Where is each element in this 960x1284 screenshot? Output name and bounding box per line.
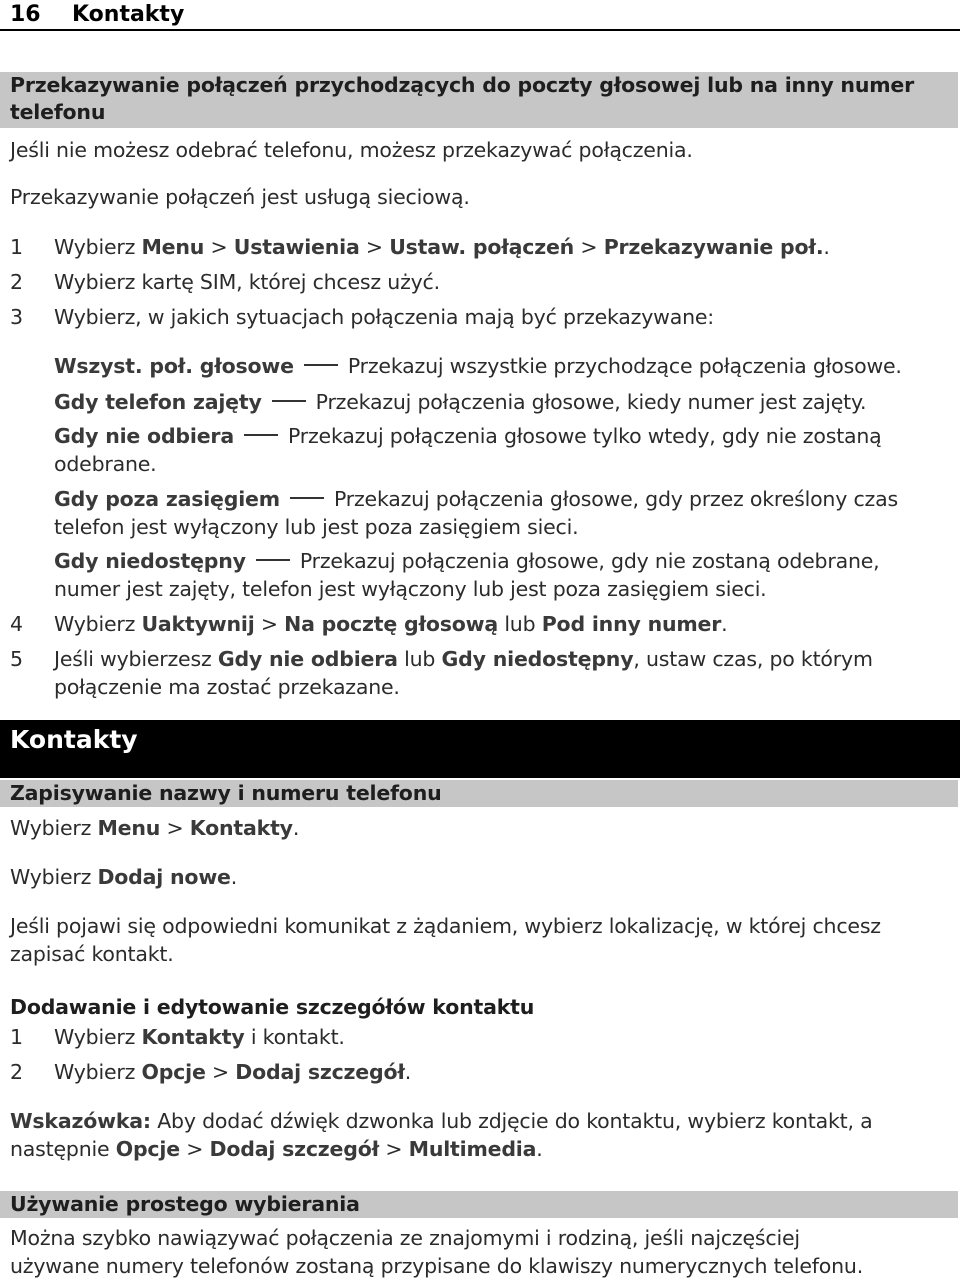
- step-5: 5 Jeśli wybierzesz Gdy nie odbiera lub Gdy niedostępny, ustaw czas, po którym połączenie ma zostać przekazane.: [10, 647, 873, 699]
- step-1: 1 Wybierz Kontakty i kontakt.: [10, 1025, 345, 1049]
- paragraph: Jeśli nie możesz odebrać telefonu, możesz przekazywać połączenia.: [10, 138, 693, 162]
- option-no-answer: Gdy nie odbiera Przekazuj połączenia głosowe tylko wtedy, gdy nie zostaną odebrane.: [54, 424, 882, 476]
- instruction-line: Wybierz Dodaj nowe.: [10, 865, 238, 889]
- step-3: 3 Wybierz, w jakich sytuacjach połączenia mają być przekazywane:: [10, 305, 714, 329]
- tip-label: Wskazówka:: [10, 1109, 151, 1133]
- chapter-title: Kontakty: [10, 725, 138, 754]
- option-busy: Gdy telefon zajęty Przekazuj połączenia głosowe, kiedy numer jest zajęty.: [54, 390, 867, 414]
- section-heading-save-contact: Zapisywanie nazwy i numeru telefonu: [0, 780, 958, 807]
- page-header: [10, 0, 184, 30]
- step-4: 4 Wybierz Uaktywnij > Na pocztę głosową lub Pod inny numer.: [10, 612, 728, 636]
- step-2: 2 Wybierz Opcje > Dodaj szczegół.: [10, 1060, 412, 1084]
- paragraph: Jeśli pojawi się odpowiedni komunikat z żądaniem, wybierz lokalizację, w której chcesz zapisać kontakt.: [10, 914, 881, 966]
- section-heading-call-forwarding: [0, 72, 958, 128]
- subsection-heading: Dodawanie i edytowanie szczegółów kontaktu: [10, 995, 535, 1019]
- header-rule: [0, 29, 960, 31]
- step-1: 1 Wybierz Menu > Ustawienia > Ustaw. połączeń > Przekazywanie poł..: [10, 235, 830, 259]
- option-all-voice: Wszyst. poł. głosowe Przekazuj wszystkie przychodzące połączenia głosowe.: [54, 354, 902, 378]
- heading-line: Przekazywanie połączeń przychodzących do poczty głosowej lub na inny numer: [10, 73, 914, 97]
- step-2: 2 Wybierz kartę SIM, której chcesz użyć.: [10, 270, 440, 294]
- paragraph: Można szybko nawiązywać połączenia ze znajomymi i rodziną, jeśli najczęściej używane numery telefonów zostaną przypisane do klawiszy numerycznych telefonu.: [10, 1226, 864, 1278]
- section-heading-speed-dial: Używanie prostego wybierania: [0, 1191, 958, 1218]
- menu-path-item: Ustaw. połączeń: [389, 235, 575, 259]
- menu-path-item: Ustawienia: [233, 235, 360, 259]
- menu-path-item: Przekazywanie poł.: [603, 235, 824, 259]
- tip: Wskazówka: Aby dodać dźwięk dzwonka lub zdjęcie do kontaktu, wybierz kontakt, a następnie Opcje > Dodaj szczegół > Multimedia.: [10, 1109, 873, 1161]
- page-header-title: Kontakty: [72, 2, 185, 27]
- instruction-line: Wybierz Menu > Kontakty.: [10, 816, 300, 840]
- page-number: 16: [10, 2, 41, 27]
- option-out-of-range: Gdy poza zasięgiem Przekazuj połączenia głosowe, gdy przez określony czas telefon jest wyłączony lub jest poza zasięgiem sieci.: [54, 487, 898, 539]
- chapter-title-bar: [0, 720, 960, 778]
- option-unavailable: Gdy niedostępny Przekazuj połączenia głosowe, gdy nie zostaną odebrane, numer jest zajęty, telefon jest wyłączony lub jest poza zasięgiem sieci.: [54, 549, 880, 601]
- menu-path-item: Menu: [141, 235, 205, 259]
- heading-line: telefonu: [10, 100, 106, 124]
- paragraph: Przekazywanie połączeń jest usługą sieciową.: [10, 185, 470, 209]
